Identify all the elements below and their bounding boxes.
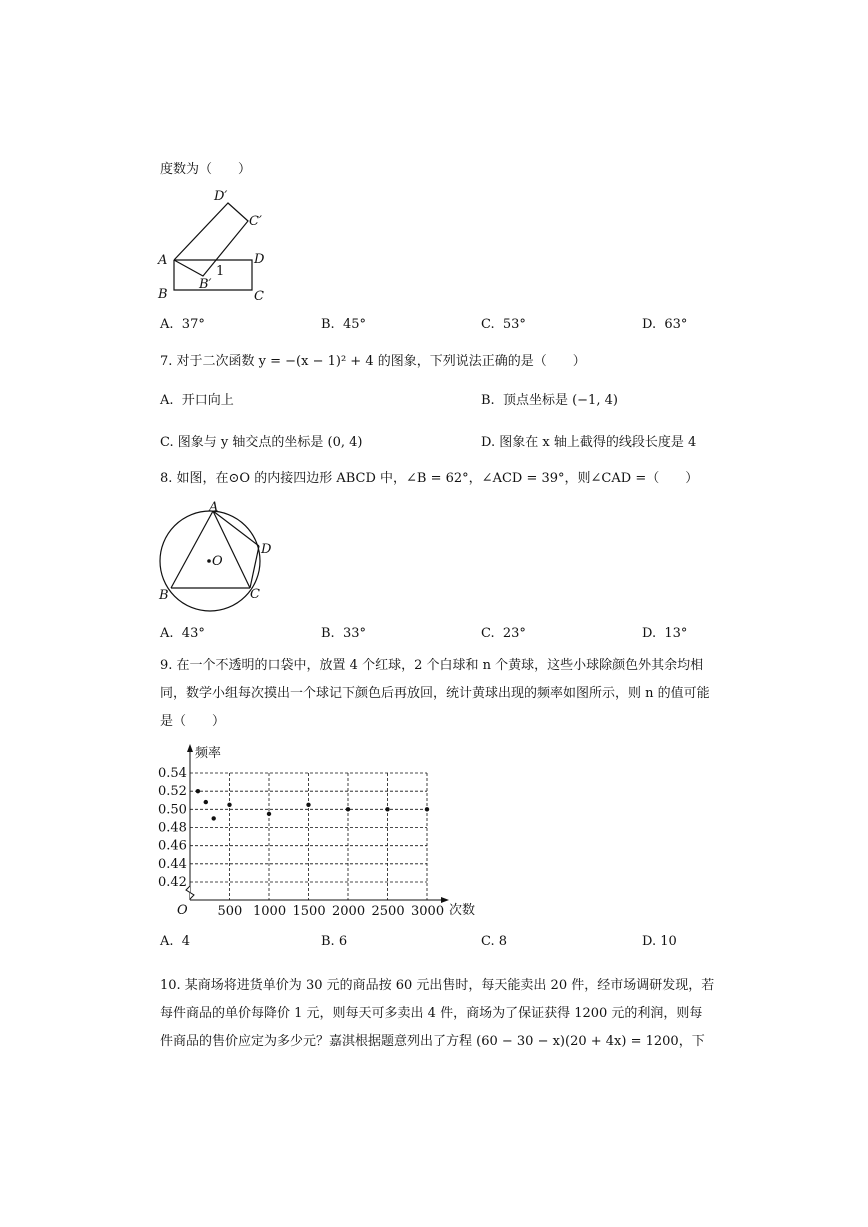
label-d-prime: D′	[214, 189, 228, 204]
data-point	[196, 789, 200, 793]
q6-tail-text: 度数为（ ）	[160, 162, 252, 177]
chart-ylabel: 频率	[195, 746, 222, 761]
data-point	[227, 803, 231, 807]
data-point	[267, 812, 271, 816]
y-tick-label: 0.50	[158, 802, 187, 818]
q9-option-a: A. 4	[160, 934, 191, 949]
q9-option-d: D. 10	[642, 934, 677, 949]
chart-origin-label: O	[177, 903, 188, 918]
q8-option-c: C. 23°	[481, 626, 526, 641]
label-o: O	[212, 554, 223, 569]
y-tick-label: 0.44	[158, 856, 187, 872]
q7-option-b: B. 顶点坐标是 (−1, 4)	[481, 393, 618, 408]
x-tick-label: 3000	[411, 904, 445, 919]
label-c: C	[254, 289, 264, 304]
q6-rectangle-figure	[155, 185, 285, 305]
label-angle-1: 1	[216, 264, 225, 279]
axis-break	[186, 886, 194, 899]
q6-option-c: C. 53°	[481, 317, 526, 332]
y-tick-label: 0.42	[158, 875, 187, 890]
data-point	[306, 803, 310, 807]
q8-option-b: B. 33°	[321, 626, 366, 641]
data-point	[204, 800, 208, 804]
q8-text: 8. 如图，在⊙O 的内接四边形 ABCD 中，∠B = 62°，∠ACD = 39°，则∠CAD =（ ）	[160, 471, 699, 486]
q9-text: 9. 在一个不透明的口袋中，放置 4 个红球，2 个白球和 n 个黄球，这些小球除颜色外其余均相同，数学小组每次摸出一个球记下颜色后再放回，统计黄球出现的频率如图所示，则 n 的值可能是（ ）	[160, 658, 710, 729]
q6-option-b: B. 45°	[321, 317, 366, 332]
label-b: B	[158, 287, 168, 302]
x-tick-label: 500	[217, 904, 243, 919]
y-tick-label: 0.54	[158, 766, 187, 781]
q8-circle-figure	[155, 498, 285, 613]
chart-points	[196, 789, 429, 821]
q9-option-c: C. 8	[481, 934, 508, 949]
chart-axes	[186, 744, 449, 903]
label-c: C	[250, 587, 260, 602]
q7-text: 7. 对于二次函数 y = −(x − 1)² + 4 的图象，下列说法正确的是（ ）	[160, 354, 586, 369]
label-c-prime: C′	[249, 214, 262, 229]
label-b-prime: B′	[199, 277, 212, 292]
y-axis-arrow	[187, 744, 193, 752]
q10-text: 10. 某商场将进货单价为 30 元的商品按 60 元出售时，每天能卖出 20 件，经市场调研发现，若每件商品的单价每降价 1 元，则每天可多卖出 4 件，商场为了保证获得 1200 元的利润，则每件商品的售价应定为多少元？嘉淇根据题意列出了方程 (60 − 30 − x)(20 + 4x) = 1200，下	[160, 978, 715, 1049]
data-point	[212, 816, 216, 820]
q8-option-d: D. 13°	[642, 626, 688, 641]
label-b: B	[159, 588, 169, 603]
x-tick-label: 2500	[371, 904, 405, 919]
q8-option-a: A. 43°	[160, 626, 205, 641]
label-a: A	[209, 500, 219, 515]
chart-tick-labels	[158, 766, 444, 919]
q9-frequency-chart	[155, 740, 485, 920]
label-d: D	[254, 252, 265, 267]
center-dot	[207, 559, 211, 563]
chart-grid	[190, 773, 427, 900]
x-tick-label: 1000	[253, 904, 287, 919]
chart-xlabel: 次数	[449, 903, 476, 918]
y-tick-label: 0.48	[158, 820, 187, 836]
x-tick-label: 1500	[292, 904, 326, 919]
q7-option-a: A. 开口向上	[160, 393, 234, 408]
q7-option-c: C. 图象与 y 轴交点的坐标是 (0, 4)	[160, 435, 363, 450]
data-point	[425, 807, 429, 811]
y-tick-label: 0.52	[158, 784, 187, 800]
label-a: A	[158, 253, 168, 268]
q7-option-d: D. 图象在 x 轴上截得的线段长度是 4	[481, 435, 697, 450]
x-tick-label: 2000	[332, 904, 366, 919]
data-point	[385, 807, 389, 811]
label-d: D	[261, 542, 272, 557]
rect-ab1c1d1	[174, 203, 248, 276]
q6-option-d: D. 63°	[642, 317, 688, 332]
data-point	[346, 807, 350, 811]
y-tick-label: 0.46	[158, 838, 187, 854]
x-axis-arrow	[441, 897, 449, 903]
q9-option-b: B. 6	[321, 934, 348, 949]
q6-option-a: A. 37°	[160, 317, 205, 332]
